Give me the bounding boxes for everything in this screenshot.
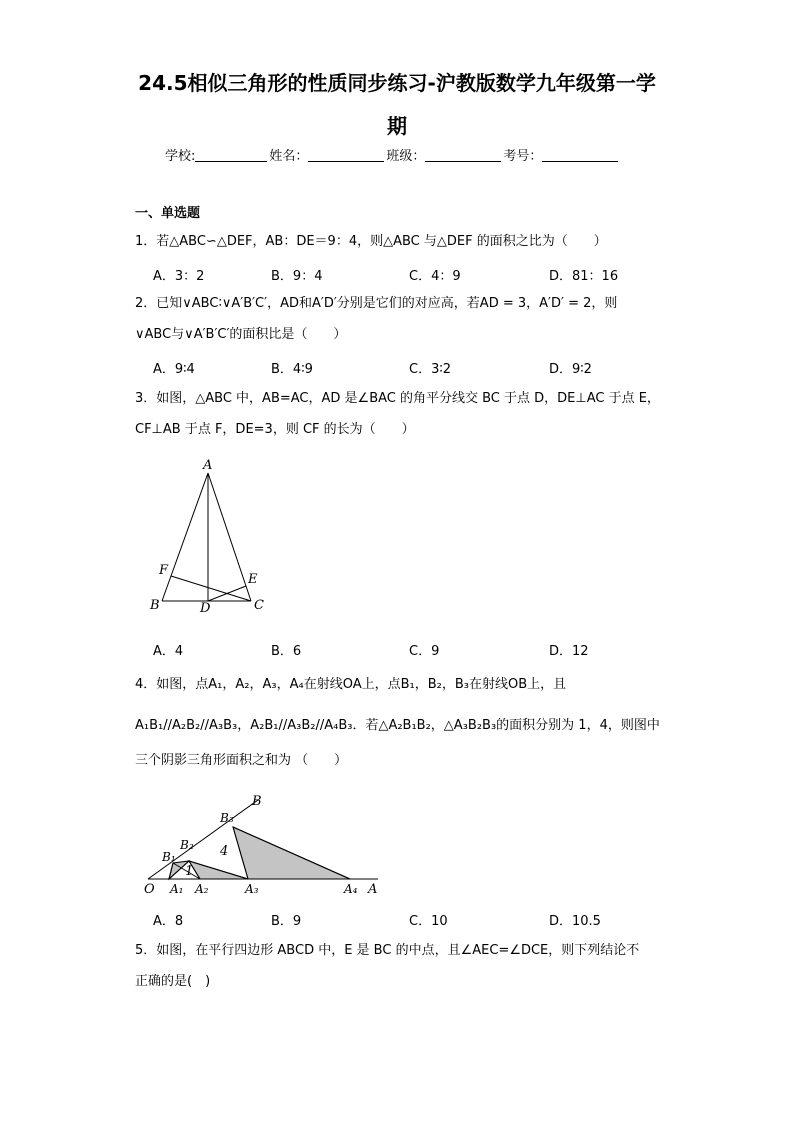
q2-option-b[interactable]: B．4∶9 <box>271 362 313 377</box>
question-3-line-2: CF⊥AB 于点 F，DE=3，则 CF 的长为（ ） <box>135 422 415 437</box>
q3-option-c[interactable]: C．9 <box>409 644 440 659</box>
area-label-1: 1 <box>185 864 194 879</box>
q1-option-d[interactable]: D．81：16 <box>549 269 619 284</box>
page-title-continued: 期 <box>387 114 407 138</box>
label-b2: B₂ <box>180 838 194 852</box>
q1-option-a[interactable]: A．3：2 <box>153 269 205 284</box>
number-label: 考号： <box>503 149 543 164</box>
q1-option-c[interactable]: C．4：9 <box>409 269 461 284</box>
label-f: F <box>159 563 169 578</box>
segment-ab <box>162 473 208 601</box>
question-4-line-2: A₁B₁//A₂B₂//A₃B₃，A₂B₁//A₃B₂//A₄B₃．若△A₂B₁B₂，△A₃B₂B₃的面积分别为 1，4，则图中 <box>135 718 660 733</box>
label-b: B <box>252 794 262 809</box>
number-blank[interactable] <box>542 149 618 162</box>
q3-option-a[interactable]: A．4 <box>153 644 184 659</box>
label-a4: A₄ <box>344 882 358 896</box>
question-5-line-2: 正确的是( ) <box>135 974 211 989</box>
page-title: 24.5相似三角形的性质同步练习-沪教版数学九年级第一学 <box>138 71 656 95</box>
q2-option-c[interactable]: C．3∶2 <box>409 362 452 377</box>
question-4-line-1: 4．如图，点A₁，A₂，A₃，A₄在射线OA上，点B₁，B₂，B₃在射线OB上，且 <box>135 677 567 692</box>
area-label-4: 4 <box>220 844 229 859</box>
q2-option-d[interactable]: D．9∶2 <box>549 362 592 377</box>
label-a2: A₂ <box>195 882 209 896</box>
question-4-line-3: 三个阴影三角形面积之和为 （ ） <box>135 753 348 768</box>
triangle-abc-figure <box>140 452 280 618</box>
label-a: A <box>368 882 378 897</box>
student-info-row <box>165 145 620 164</box>
name-blank[interactable] <box>308 149 384 162</box>
question-1-text: 1．若△ABC∽△DEF，AB：DE＝9：4，则△ABC 与△DEF 的面积之比为（ ） <box>135 234 607 249</box>
label-a3: A₃ <box>245 882 259 896</box>
q1-option-b[interactable]: B．9：4 <box>271 269 323 284</box>
question-3-line-1: 3．如图，△ABC 中，AB=AC，AD 是∠BAC 的角平分线交 BC 于点 D，DE⊥AC 于点 E， <box>135 391 660 406</box>
question-2-line-1: 2．已知∨ABC∶∨A′B′C′，AD和A′D′分别是它们的对应高，若AD = 3，A′D′ = 2，则 <box>135 296 618 311</box>
shaded-triangles <box>169 827 350 879</box>
q4-option-d[interactable]: D．10.5 <box>549 914 601 929</box>
school-label: 学校: <box>165 149 196 164</box>
label-b1: B₁ <box>162 850 176 864</box>
school-blank[interactable] <box>195 149 267 162</box>
q2-option-a[interactable]: A．9∶4 <box>153 362 195 377</box>
label-c: C <box>254 598 264 613</box>
section-heading: 一、单选题 <box>135 206 201 221</box>
q4-option-c[interactable]: C．10 <box>409 914 448 929</box>
label-b3: B₃ <box>220 811 234 825</box>
label-o: O <box>144 882 155 897</box>
label-a: A <box>203 458 213 473</box>
q4-option-b[interactable]: B．9 <box>271 914 302 929</box>
q3-option-b[interactable]: B．6 <box>271 644 302 659</box>
class-blank[interactable] <box>425 149 501 162</box>
class-label: 班级： <box>386 149 426 164</box>
segment-ac <box>208 473 251 601</box>
question-5-line-1: 5．如图，在平行四边形 ABCD 中，E 是 BC 的中点，且∠AEC=∠DCE，则下列结论不 <box>135 943 640 958</box>
question-2-line-2: ∨ABC与∨A′B′C′的面积比是（ ） <box>135 327 347 342</box>
name-label: 姓名： <box>269 149 309 164</box>
q3-option-d[interactable]: D．12 <box>549 644 589 659</box>
rays-triangles-figure <box>138 788 388 898</box>
label-a1: A₁ <box>170 882 184 896</box>
label-e: E <box>248 572 258 587</box>
label-d: D <box>200 601 211 616</box>
q4-option-a[interactable]: A．8 <box>153 914 184 929</box>
label-b: B <box>150 598 160 613</box>
